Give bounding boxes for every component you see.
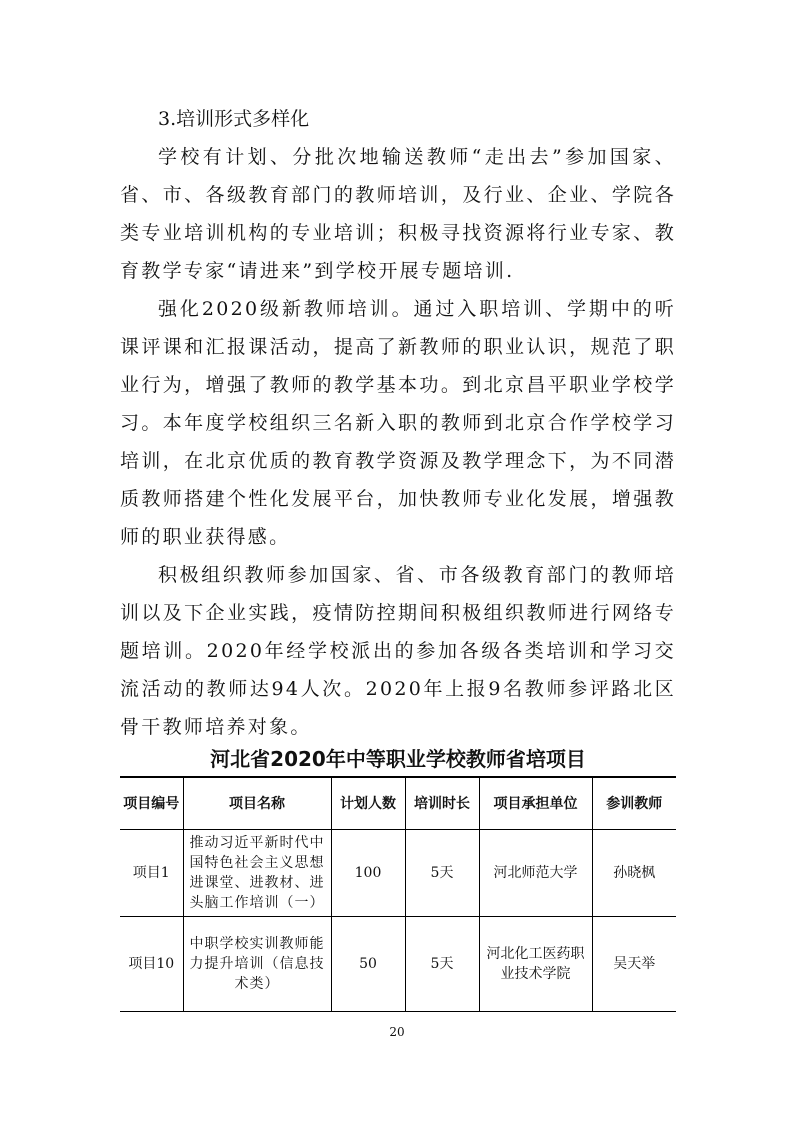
column-header-planned-count: 计划人数 xyxy=(331,777,405,830)
cell-planned-count: 50 xyxy=(331,917,405,1012)
page-number: 20 xyxy=(389,1025,405,1039)
table-row xyxy=(120,917,676,1012)
cell-host-unit: 河北师范大学 xyxy=(479,830,592,917)
table-row xyxy=(120,830,676,917)
cell-teacher: 孙晓枫 xyxy=(592,830,676,917)
cell-project-id: 项目1 xyxy=(120,830,183,917)
cell-project-name: 中职学校实训教师能力提升培训（信息技术类） xyxy=(183,917,331,1012)
cell-teacher: 吴天举 xyxy=(592,917,676,1012)
paragraph: 积极组织教师参加国家、省、市各级教育部门的教师培训以及下企业实践，疫情防控期间积极组织教师进行网络专题培训。2020年经学校派出的参加各级各类培训和学习交流活动的教师达94人次。2020年上报9名教师参评路北区骨干教师培养对象。 xyxy=(120,564,676,738)
cell-planned-count: 100 xyxy=(331,830,405,917)
column-header-project-id: 项目编号 xyxy=(120,777,183,830)
section-heading: 3.培训形式多样化 xyxy=(158,108,310,130)
table-header-row xyxy=(120,777,676,830)
column-header-teacher: 参训教师 xyxy=(592,777,676,830)
main-content xyxy=(120,100,676,746)
paragraph: 学校有计划、分批次地输送教师“走出去”参加国家、省、市、各级教育部门的教师培训，及行业、企业、学院各类专业培训机构的专业培训；积极寻找资源将行业专家、教育教学专家“请进来”到学校开展专题培训. xyxy=(120,146,676,282)
table-title: 河北省2020年中等职业学校教师省培项目 xyxy=(210,747,586,771)
cell-host-unit: 河北化工医药职业技术学院 xyxy=(479,917,592,1012)
training-projects-table xyxy=(120,776,676,1012)
paragraph: 强化2020级新教师培训。通过入职培训、学期中的听课评课和汇报课活动，提高了新教师的职业认识，规范了职业行为，增强了教师的教学基本功。到北京昌平职业学校学习。本年度学校组织三名新入职的教师到北京合作学校学习培训，在北京优质的教育教学资源及教学理念下，为不同潜质教师搭建个性化发展平台，加快教师专业化发展，增强教师的职业获得感。 xyxy=(120,298,676,548)
cell-project-id: 项目10 xyxy=(120,917,183,1012)
column-header-project-name: 项目名称 xyxy=(183,777,331,830)
cell-project-name: 推动习近平新时代中国特色社会主义思想进课堂、进教材、进头脑工作培训（一） xyxy=(183,830,331,917)
cell-duration: 5天 xyxy=(405,830,479,917)
cell-duration: 5天 xyxy=(405,917,479,1012)
column-header-host-unit: 项目承担单位 xyxy=(479,777,592,830)
column-header-duration: 培训时长 xyxy=(405,777,479,830)
